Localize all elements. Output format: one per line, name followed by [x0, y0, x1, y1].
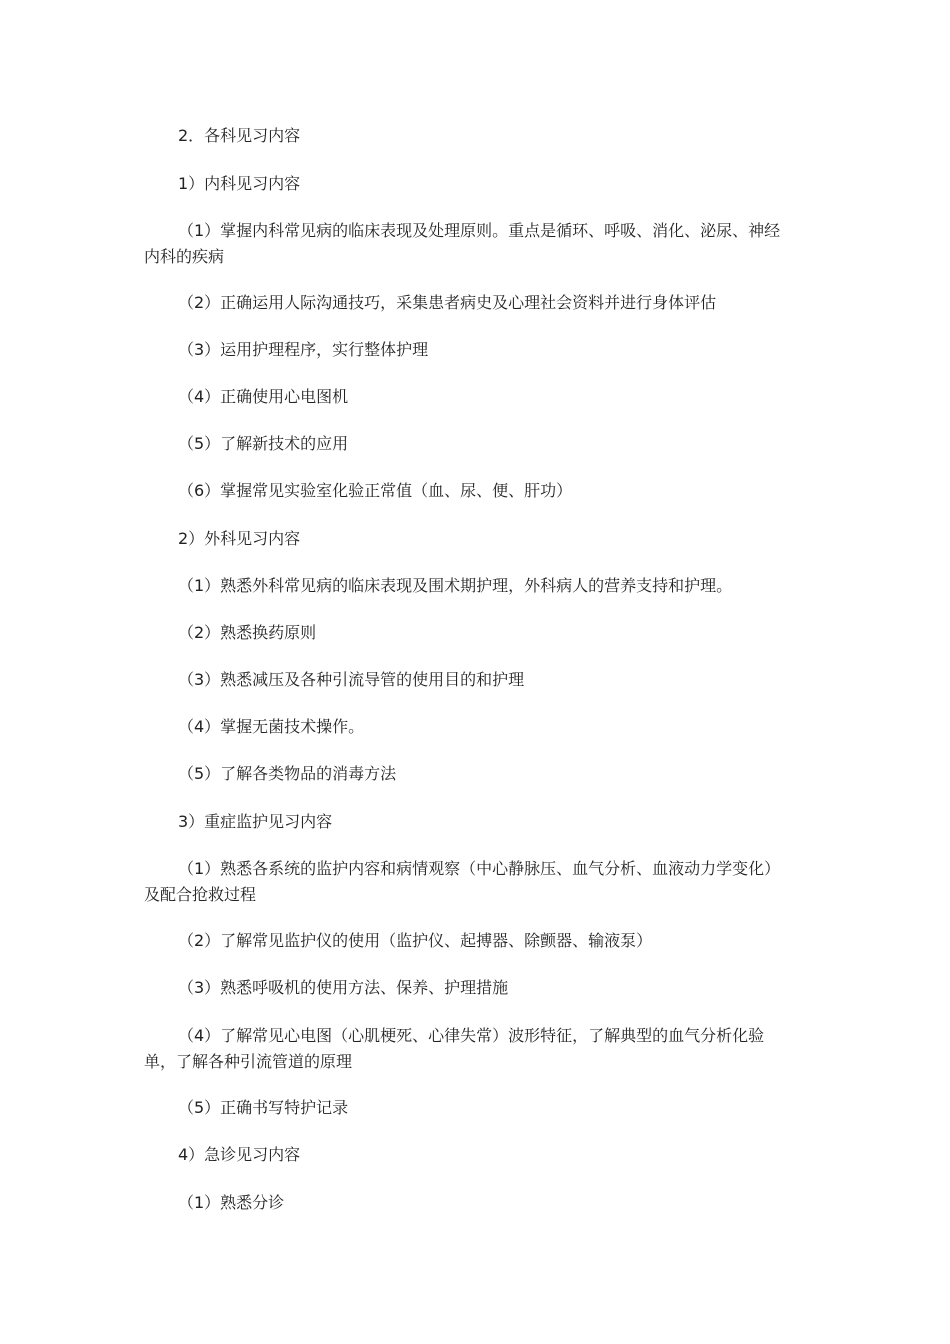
list-item: （1）熟悉分诊 [178, 1193, 285, 1212]
list-item: （5）了解新技术的应用 [178, 434, 349, 453]
list-item: （2）了解常见监护仪的使用（监护仪、起搏器、除颤器、输液泵） [178, 931, 653, 950]
list-item: （6）掌握常见实验室化验正常值（血、尿、便、肝功） [178, 481, 573, 500]
list-item: （4）正确使用心电图机 [178, 387, 349, 406]
subsection-heading: 3）重症监护见习内容 [178, 812, 333, 831]
list-item: （2）正确运用人际沟通技巧，采集患者病史及心理社会资料并进行身体评估 [178, 293, 717, 312]
list-item: （4）掌握无菌技术操作。 [178, 717, 365, 736]
list-item: （3）熟悉减压及各种引流导管的使用目的和护理 [178, 670, 525, 689]
section-heading: 2．各科见习内容 [178, 126, 301, 145]
list-item: （3）熟悉呼吸机的使用方法、保养、护理措施 [178, 978, 509, 997]
list-item: （2）熟悉换药原则 [178, 623, 317, 642]
list-item: （4）了解常见心电图（心肌梗死、心律失常）波形特征，了解典型的血气分析化验单，了解各种引流管道的原理 [144, 1026, 765, 1071]
list-item: （3）运用护理程序，实行整体护理 [178, 340, 429, 359]
list-item: （1）掌握内科常见病的临床表现及处理原则。重点是循环、呼吸、消化、泌尿、神经内科的疾病 [144, 221, 781, 266]
subsection-heading: 4）急诊见习内容 [178, 1145, 301, 1164]
list-item: （5）了解各类物品的消毒方法 [178, 764, 397, 783]
subsection-heading: 2）外科见习内容 [178, 529, 301, 548]
subsection-heading: 1）内科见习内容 [178, 174, 301, 193]
list-item: （1）熟悉各系统的监护内容和病情观察（中心静脉压、血气分析、血液动力学变化）及配合抢救过程 [144, 859, 781, 904]
list-item: （1）熟悉外科常见病的临床表现及围术期护理，外科病人的营养支持和护理。 [178, 576, 733, 595]
list-item: （5）正确书写特护记录 [178, 1098, 349, 1117]
